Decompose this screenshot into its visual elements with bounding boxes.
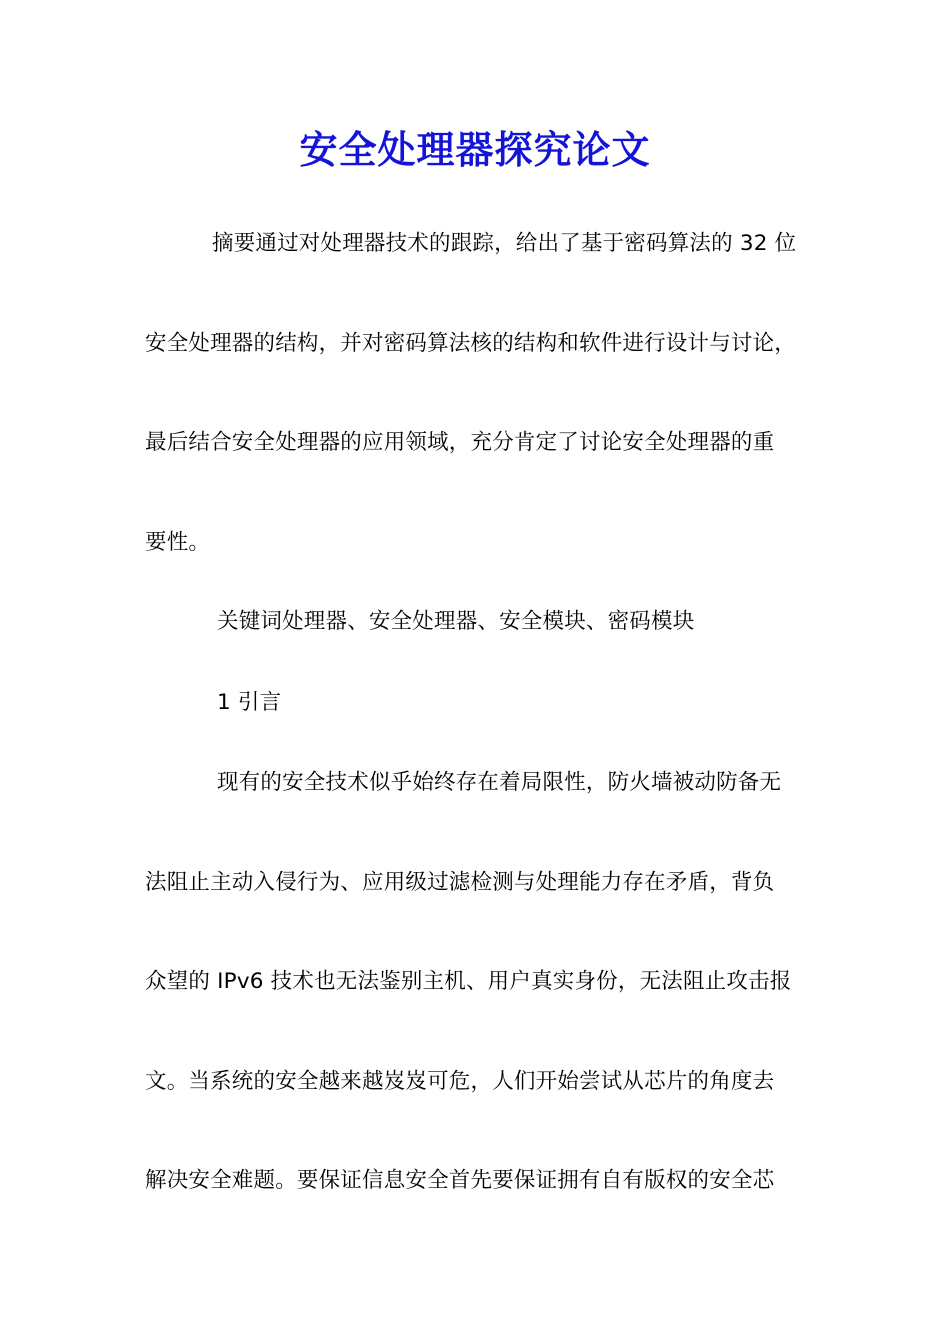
page-title: 安全处理器探究论文 <box>299 127 651 172</box>
abstract-line-1: 摘要通过对处理器技术的跟踪，给出了基于密码算法的 32 位 <box>212 231 797 256</box>
abstract-line-3: 最后结合安全处理器的应用领域，充分肯定了讨论安全处理器的重 <box>145 430 775 455</box>
body-line-3: 众望的 IPv6 技术也无法鉴别主机、用户真实身份，无法阻止攻击报 <box>145 969 792 994</box>
abstract-line-2: 安全处理器的结构，并对密码算法核的结构和软件进行设计与讨论， <box>145 331 797 356</box>
section-heading-intro: 1 引言 <box>217 690 282 715</box>
keywords-line: 关键词处理器、安全处理器、安全模块、密码模块 <box>217 609 695 634</box>
body-line-2: 法阻止主动入侵行为、应用级过滤检测与处理能力存在矛盾，背负 <box>145 870 775 895</box>
body-line-1: 现有的安全技术似乎始终存在着局限性，防火墙被动防备无 <box>217 770 782 795</box>
abstract-line-4: 要性。 <box>145 530 211 555</box>
body-line-4: 文。当系统的安全越来越岌岌可危，人们开始尝试从芯片的角度去 <box>145 1069 775 1094</box>
body-line-5: 解决安全难题。要保证信息安全首先要保证拥有自有版权的安全芯 <box>145 1168 775 1193</box>
